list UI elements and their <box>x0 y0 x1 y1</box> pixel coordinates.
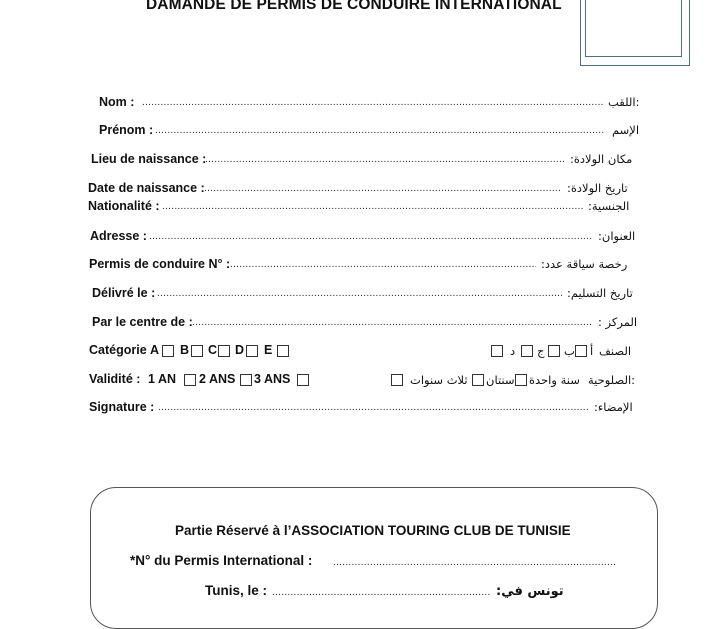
input-nom[interactable] <box>142 95 603 111</box>
cat-jim-label: ج <box>537 344 545 358</box>
cat-alif-checkbox[interactable] <box>575 345 587 357</box>
input-date-naissance[interactable] <box>204 181 562 197</box>
field-date-naissance <box>0 181 720 199</box>
cat-dal-checkbox[interactable] <box>491 345 503 357</box>
cat-d-label: D <box>235 343 245 357</box>
label-permis-conduire-ar: رخصة سياقة عدد: <box>541 257 628 271</box>
reserved-section-title: Partie Réservé à l’ASSOCIATION TOURING CLUB DE TUNISIE <box>175 523 571 538</box>
label-delivre-le: Délivré le : <box>92 286 156 300</box>
field-nationalite <box>0 199 720 217</box>
label-date-naissance-ar: تاريخ الولادة: <box>567 181 628 195</box>
label-tunis-ar: تونس في: <box>496 584 564 599</box>
val-3ans-checkbox[interactable] <box>297 374 309 386</box>
input-signature[interactable] <box>158 400 588 416</box>
label-permis-conduire: Permis de conduire N° : <box>89 257 231 271</box>
field-delivre-le <box>0 286 720 304</box>
label-permis-international: *N° du Permis International : <box>130 553 313 568</box>
label-nationalite-ar: الجنسية: <box>588 199 630 213</box>
field-permis-international <box>130 553 312 568</box>
input-lieu-naissance[interactable] <box>205 152 565 168</box>
label-prenom-ar: الإسم <box>612 123 640 137</box>
input-permis-conduire[interactable] <box>230 257 536 273</box>
label-nom: Nom : <box>99 95 135 109</box>
input-adresse[interactable] <box>149 229 592 245</box>
val-3ans-ar-label: ثلاث سنوات <box>410 373 468 387</box>
val-2ans-ar-label: سنتان <box>486 373 515 387</box>
input-permis-international[interactable] <box>333 555 615 571</box>
cat-d-checkbox[interactable] <box>246 345 258 357</box>
cat-c-checkbox[interactable] <box>218 345 230 357</box>
input-prenom[interactable] <box>155 123 604 139</box>
field-nom <box>0 95 720 113</box>
val-1an-ar-label: سنة واحدة <box>529 373 580 387</box>
field-centre <box>0 315 720 333</box>
cat-ba-checkbox[interactable] <box>548 345 560 357</box>
cat-jim-checkbox[interactable] <box>521 345 533 357</box>
label-adresse-ar: العنوان: <box>598 229 636 243</box>
val-1an-ar-checkbox[interactable] <box>515 374 527 386</box>
val-1an-label: 1 AN <box>148 372 177 386</box>
cat-e-checkbox[interactable] <box>277 345 289 357</box>
field-tunis-le <box>205 583 267 598</box>
cat-e-label: E <box>264 343 273 357</box>
label-signature-ar: الإمضاء: <box>594 400 633 414</box>
label-categorie-ar: الصنف <box>599 344 632 358</box>
val-3ans-label: 3 ANS <box>254 372 291 386</box>
field-lieu-naissance <box>0 152 720 170</box>
label-validite-ar: الصلوحية: <box>588 373 636 387</box>
val-2ans-label: 2 ANS <box>199 372 236 386</box>
label-delivre-le-ar: تاريخ التسليم: <box>567 286 633 300</box>
field-validite <box>0 372 720 390</box>
input-delivre-le[interactable] <box>157 286 562 302</box>
form-title: DAMANDE DE PERMIS DE CONDUIRE INTERNATIONAL <box>146 0 562 13</box>
field-categorie <box>0 343 720 361</box>
label-centre: Par le centre de : <box>92 315 193 329</box>
cat-b-checkbox[interactable] <box>191 345 203 357</box>
label-categorie: Catégorie <box>89 343 147 357</box>
val-2ans-ar-checkbox[interactable] <box>472 374 484 386</box>
field-signature <box>0 400 720 418</box>
cat-a-label: A <box>150 343 160 357</box>
photo-frame-inner <box>585 0 682 57</box>
label-validite: Validité : <box>89 372 141 386</box>
field-prenom <box>0 123 720 141</box>
label-lieu-naissance: Lieu de naissance : <box>91 152 207 166</box>
label-prenom: Prénom : <box>99 123 154 137</box>
val-1an-checkbox[interactable] <box>184 374 196 386</box>
val-2ans-checkbox[interactable] <box>240 374 252 386</box>
cat-b-label: B <box>180 343 190 357</box>
cat-c-label: C <box>208 343 218 357</box>
cat-dal-label: د <box>510 344 516 358</box>
input-nationalite[interactable] <box>162 199 583 215</box>
label-nom-ar: :اللقب <box>608 95 640 109</box>
label-signature: Signature : <box>89 400 155 414</box>
field-adresse <box>0 229 720 247</box>
label-centre-ar: المركز : <box>598 315 638 329</box>
label-lieu-naissance-ar: مكان الولادة: <box>570 152 633 166</box>
cat-ba-label: ب <box>564 344 575 358</box>
label-adresse: Adresse : <box>90 229 147 243</box>
input-tunis-le[interactable] <box>272 585 490 601</box>
cat-alif-label: أ <box>590 344 594 358</box>
val-3ans-ar-checkbox[interactable] <box>391 374 403 386</box>
cat-a-checkbox[interactable] <box>162 345 174 357</box>
input-centre[interactable] <box>192 315 592 331</box>
label-tunis-le: Tunis, le : <box>205 583 268 598</box>
label-nationalite: Nationalité : <box>88 199 160 213</box>
field-permis-conduire <box>0 257 720 275</box>
label-date-naissance: Date de naissance : <box>88 181 205 195</box>
